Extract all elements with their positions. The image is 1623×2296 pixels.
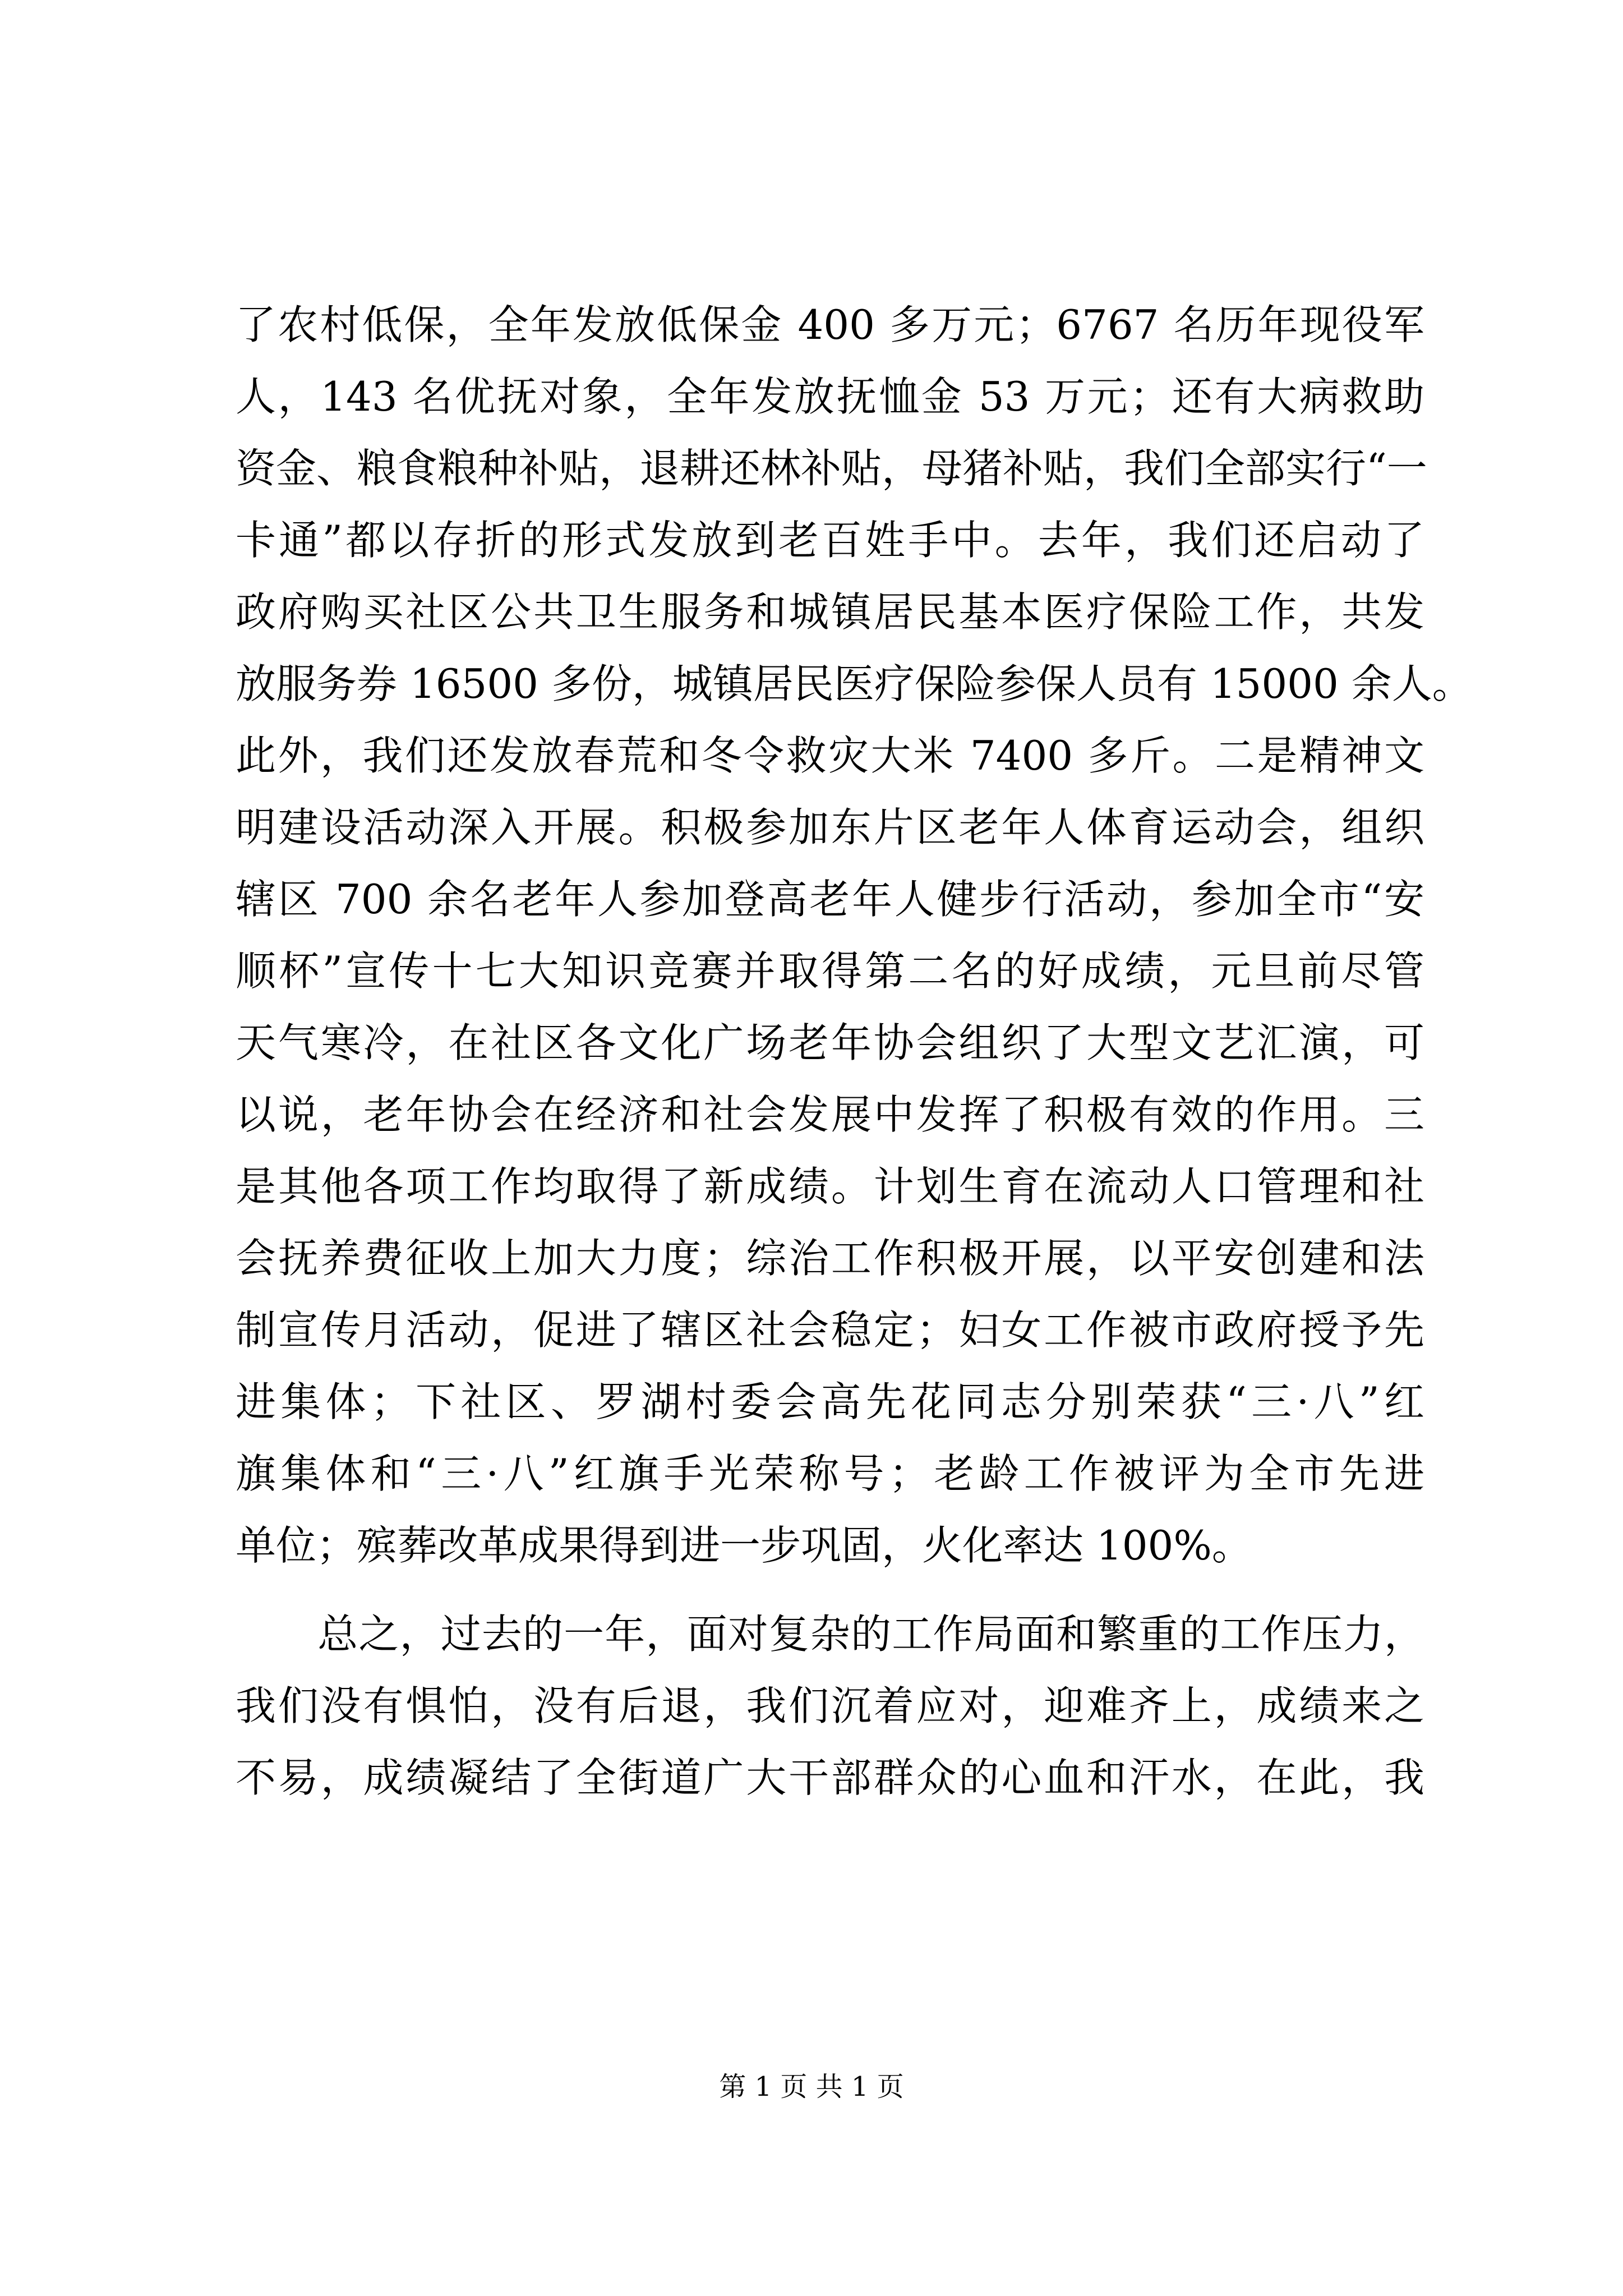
- text-line: 辖区 700 余名老年人参加登高老年人健步行活动，参加全市“安: [236, 876, 1424, 923]
- text-line: 制宣传月活动，促进了辖区社会稳定；妇女工作被市政府授予先: [236, 1306, 1424, 1354]
- text-line: 天气寒冷，在社区各文化广场老年协会组织了大型文艺汇演，可: [236, 1019, 1424, 1066]
- text-line: 是其他各项工作均取得了新成绩。计划生育在流动人口管理和社: [236, 1163, 1424, 1210]
- paragraph-1: [236, 289, 1473, 1581]
- body-text: [236, 289, 1473, 1814]
- text-line: 进集体；下社区、罗湖村委会高先花同志分别荣获“三·八”红: [236, 1378, 1424, 1425]
- paragraph-2: [236, 1598, 1424, 1814]
- text-line: 单位；殡葬改革成果得到进一步巩固，火化率达 100%。: [236, 1522, 1252, 1569]
- text-line: 放服务券 16500 多份，城镇居民医疗保险参保人员有 15000 余人。: [236, 660, 1473, 707]
- page-footer: [0, 2070, 1623, 2104]
- text-line: 人，143 名优抚对象，全年发放抚恤金 53 万元；还有大病救助: [236, 373, 1424, 420]
- text-line: 政府购买社区公共卫生服务和城镇居民基本医疗保险工作，共发: [236, 588, 1424, 636]
- text-line: 我们没有惧怕，没有后退，我们沉着应对，迎难齐上，成绩来之: [236, 1682, 1424, 1729]
- text-line: 不易，成绩凝结了全街道广大干部群众的心血和汗水，在此，我: [236, 1754, 1424, 1801]
- paragraph-spacer: [236, 1581, 1424, 1598]
- text-line: 卡通”都以存折的形式发放到老百姓手中。去年，我们还启动了: [236, 517, 1424, 564]
- text-line: 了农村低保，全年发放低保金 400 多万元；6767 名历年现役军: [236, 301, 1424, 348]
- text-line: 顺杯”宣传十七大知识竞赛并取得第二名的好成绩，元旦前尽管: [236, 947, 1424, 995]
- text-line: 资金、粮食粮种补贴，退耕还林补贴，母猪补贴，我们全部实行“一: [236, 445, 1427, 492]
- text-line: 明建设活动深入开展。积极参加东片区老年人体育运动会，组织: [236, 804, 1424, 851]
- text-line: 会抚养费征收上加大力度；综治工作积极开展，以平安创建和法: [236, 1235, 1424, 1282]
- text-line: 以说，老年协会在经济和社会发展中发挥了积极有效的作用。三: [236, 1091, 1424, 1138]
- text-line: 旗集体和“三·八”红旗手光荣称号；老龄工作被评为全市先进: [236, 1450, 1424, 1497]
- text-line: 总之，过去的一年，面对复杂的工作局面和繁重的工作压力，: [236, 1611, 1424, 1658]
- page-number-label: 第 1 页 共 1 页: [719, 2071, 904, 2102]
- text-line: 此外，我们还发放春荒和冬令救灾大米 7400 多斤。二是精神文: [236, 732, 1424, 779]
